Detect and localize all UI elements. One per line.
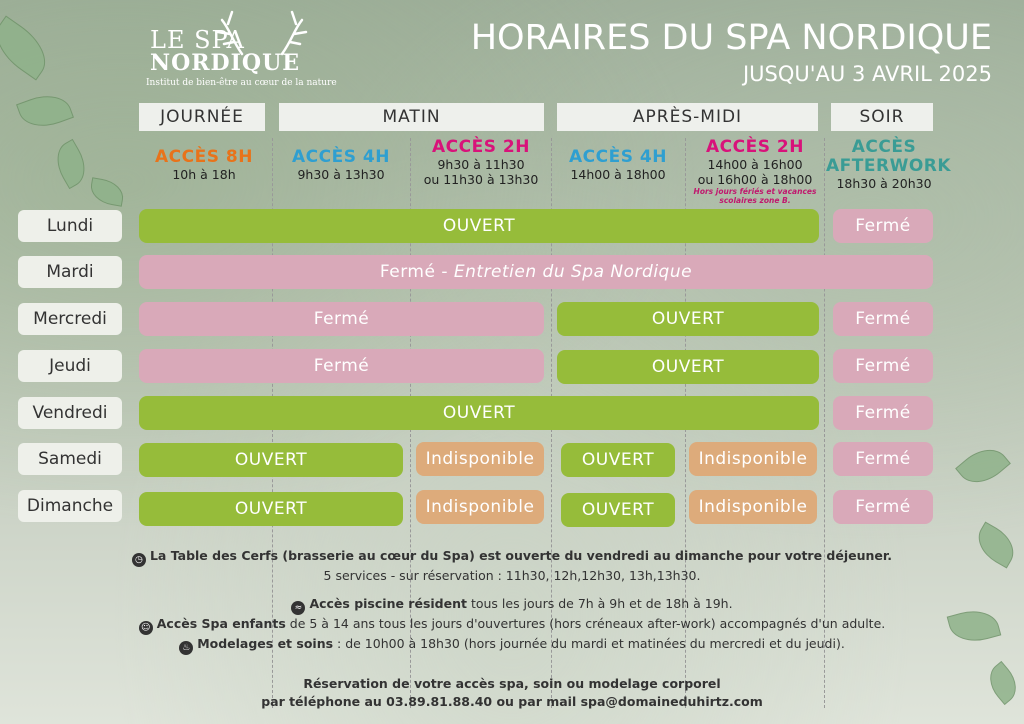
period-soir: SOIR bbox=[831, 103, 933, 131]
footer-modelages bbox=[0, 636, 1024, 655]
status-bar-unavailable: Indisponible bbox=[689, 442, 817, 476]
logo-line1: LE SPA bbox=[150, 26, 245, 54]
slot-hours: 9h30 à 13h30 bbox=[297, 167, 385, 182]
closed-prefix: Fermé - bbox=[379, 262, 454, 282]
status-bar-open: OUVERT bbox=[557, 350, 819, 384]
slot-note: scolaires zone B. bbox=[719, 196, 791, 205]
slot-title: ACCÈS 2H bbox=[706, 137, 804, 157]
day-label-samedi: Samedi bbox=[18, 443, 122, 475]
piscine-text: tous les jours de 7h à 9h et de 18h à 19h. bbox=[466, 596, 733, 611]
status-bar-open: OUVERT bbox=[561, 493, 675, 527]
status-bar-unavailable: Indisponible bbox=[416, 490, 544, 524]
reservation-contact: par téléphone au 03.89.81.88.40 ou par mail spa@domaineduhirtz.com bbox=[261, 694, 763, 709]
period-journee: JOURNÉE bbox=[139, 103, 265, 131]
status-bar-open: OUVERT bbox=[139, 443, 403, 477]
leaf-decoration bbox=[16, 87, 74, 134]
status-bar-closed: Fermé bbox=[833, 442, 933, 476]
day-label-mercredi: Mercredi bbox=[18, 303, 122, 335]
day-label-vendredi: Vendredi bbox=[18, 397, 122, 429]
swimming-icon: ≈ bbox=[291, 601, 305, 615]
status-bar-open: OUVERT bbox=[557, 302, 819, 336]
restaurant-info: La Table des Cerfs (brasserie au cœur du Spa) est ouverte du vendredi au dimanche pour votre déjeuner. bbox=[149, 548, 893, 563]
footer-reservation-line1 bbox=[0, 676, 1024, 692]
piscine-label: Accès piscine résident bbox=[309, 596, 467, 611]
status-bar-closed: Fermé bbox=[139, 302, 544, 336]
status-bar-unavailable: Indisponible bbox=[416, 442, 544, 476]
slot-hours: 18h30 à 20h30 bbox=[836, 176, 932, 191]
slot-hours: 9h30 à 11h30 bbox=[437, 157, 525, 172]
leaf-decoration bbox=[0, 15, 57, 80]
slot-hours: 14h00 à 18h00 bbox=[570, 167, 666, 182]
cutlery-clock-icon: ◷ bbox=[132, 553, 146, 567]
slot-acces-8h bbox=[139, 148, 269, 182]
reservation-text: Réservation de votre accès spa, soin ou modelage corporel bbox=[303, 676, 721, 691]
slot-hours: 10h à 18h bbox=[172, 167, 236, 182]
slot-hours: 14h00 à 16h00 bbox=[707, 157, 803, 172]
status-bar-closed: Fermé bbox=[833, 490, 933, 524]
status-bar-open: OUVERT bbox=[139, 492, 403, 526]
enfants-label: Accès Spa enfants bbox=[156, 616, 286, 631]
leaf-decoration bbox=[955, 439, 1011, 493]
status-bar-closed: Fermé bbox=[833, 302, 933, 336]
modelages-label: Modelages et soins bbox=[197, 636, 334, 651]
status-bar-closed: Fermé bbox=[833, 209, 933, 243]
slot-note: Hors jours fériés et vacances bbox=[693, 187, 817, 196]
period-matin: MATIN bbox=[279, 103, 544, 131]
massage-icon: ♨ bbox=[179, 641, 193, 655]
logo-tagline: Institut de bien-être au cœur de la nature bbox=[146, 78, 337, 88]
status-bar-open: OUVERT bbox=[139, 209, 819, 243]
page-subtitle: JUSQU'AU 3 AVRIL 2025 bbox=[742, 62, 992, 86]
slot-title: ACCÈS 4H bbox=[292, 147, 390, 167]
child-icon: ☺ bbox=[139, 621, 153, 635]
page-title: HORAIRES DU SPA NORDIQUE bbox=[470, 18, 992, 58]
enfants-text: de 5 à 14 ans tous les jours d'ouvertures (hors créneaux after-work) accompagnés d'un adulte. bbox=[285, 616, 886, 631]
leaf-decoration bbox=[48, 139, 93, 189]
slot-hours: ou 16h00 à 18h00 bbox=[697, 172, 813, 187]
leaf-decoration bbox=[88, 177, 126, 207]
slot-afterwork bbox=[826, 137, 952, 191]
status-bar-closed: Fermé bbox=[139, 349, 544, 383]
footer-restaurant-services: 5 services - sur réservation : 11h30, 12h,12h30, 13h,13h30. bbox=[323, 568, 701, 583]
footer-enfants bbox=[0, 616, 1024, 635]
status-bar-unavailable: Indisponible bbox=[689, 490, 817, 524]
status-bar-open: OUVERT bbox=[139, 396, 819, 430]
closed-reason: Entretien du Spa Nordique bbox=[453, 262, 693, 282]
footer-restaurant bbox=[0, 548, 1024, 567]
slot-title: ACCÈS 8H bbox=[155, 147, 253, 167]
day-label-lundi: Lundi bbox=[18, 210, 122, 242]
day-label-mardi: Mardi bbox=[18, 256, 122, 288]
status-bar-open: OUVERT bbox=[561, 443, 675, 477]
slot-title: ACCÈS 4H bbox=[569, 147, 667, 167]
status-bar-closed: Fermé bbox=[833, 349, 933, 383]
slot-matin-2h bbox=[412, 138, 550, 187]
slot-title: ACCÈS 2H bbox=[432, 137, 530, 157]
day-label-jeudi: Jeudi bbox=[18, 350, 122, 382]
slot-matin-4h bbox=[276, 148, 406, 182]
modelages-text: : de 10h00 à 18h30 (hors journée du mardi et matinées du mercredi et du jeudi). bbox=[333, 636, 845, 651]
day-label-dimanche: Dimanche bbox=[18, 490, 122, 522]
slot-apres-midi-2h bbox=[687, 138, 823, 205]
status-bar-closed-maintenance bbox=[139, 255, 933, 289]
period-apres-midi: APRÈS-MIDI bbox=[557, 103, 818, 131]
slot-title: ACCÈS bbox=[851, 137, 917, 157]
slot-apres-midi-4h bbox=[553, 148, 683, 182]
logo-line2: NORDIQUE bbox=[150, 50, 301, 76]
footer-reservation-line2 bbox=[0, 694, 1024, 710]
slot-hours: ou 11h30 à 13h30 bbox=[423, 172, 539, 187]
footer-piscine bbox=[0, 596, 1024, 615]
status-bar-closed: Fermé bbox=[833, 396, 933, 430]
slot-title: AFTERWORK bbox=[826, 156, 952, 176]
